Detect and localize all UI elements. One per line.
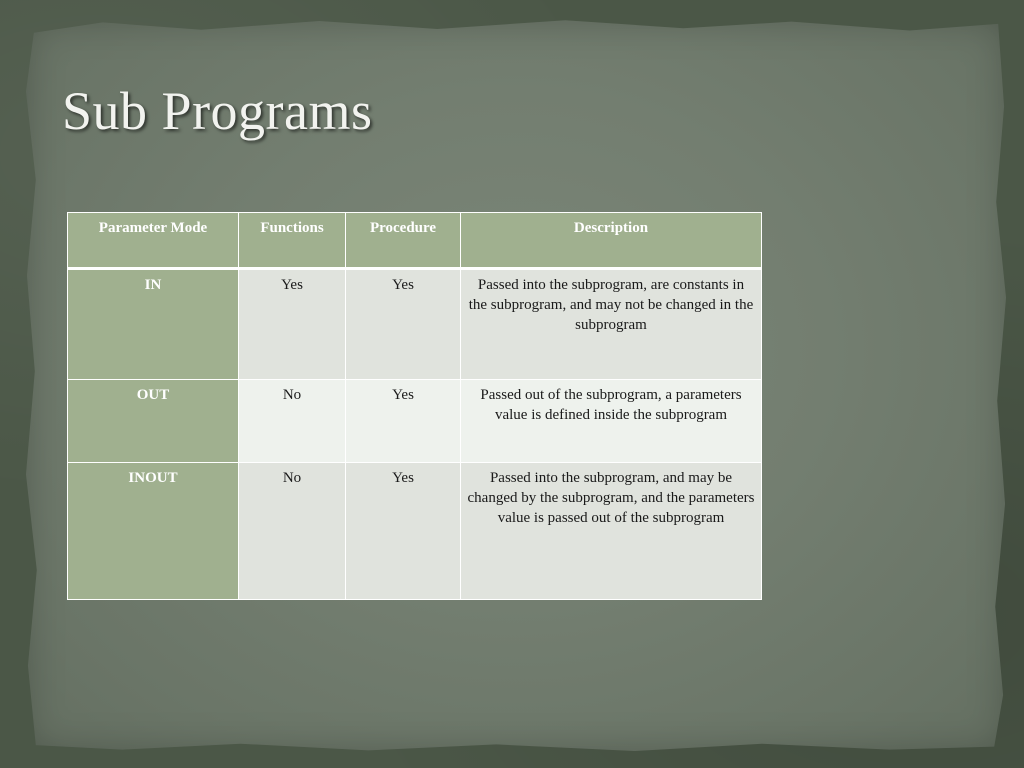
row-mode-cell: OUT [68, 380, 239, 463]
header-functions: Functions [239, 213, 346, 269]
row-functions-cell: Yes [239, 269, 346, 380]
row-functions-cell: No [239, 463, 346, 600]
table-row [68, 380, 762, 463]
row-procedure-cell: Yes [346, 463, 461, 600]
row-procedure-cell: Yes [346, 380, 461, 463]
header-procedure: Procedure [346, 213, 461, 269]
table-row [68, 463, 762, 600]
row-functions-cell: No [239, 380, 346, 463]
header-parameter-mode: Parameter Mode [68, 213, 239, 269]
slide-title: Sub Programs [62, 81, 373, 141]
row-mode-cell: IN [68, 269, 239, 380]
row-mode-cell: INOUT [68, 463, 239, 600]
table-header-row [68, 213, 762, 269]
parameter-mode-table-container [67, 212, 761, 600]
header-description: Description [461, 213, 762, 269]
row-description-cell: Passed into the subprogram, are constants in the subprogram, and may not be changed in the subprogram [461, 269, 762, 380]
parameter-mode-table [67, 212, 762, 600]
row-description-cell: Passed out of the subprogram, a parameters value is defined inside the subprogram [461, 380, 762, 463]
row-description-cell: Passed into the subprogram, and may be changed by the subprogram, and the parameters value is passed out of the subprogram [461, 463, 762, 600]
row-procedure-cell: Yes [346, 269, 461, 380]
table-row [68, 269, 762, 380]
